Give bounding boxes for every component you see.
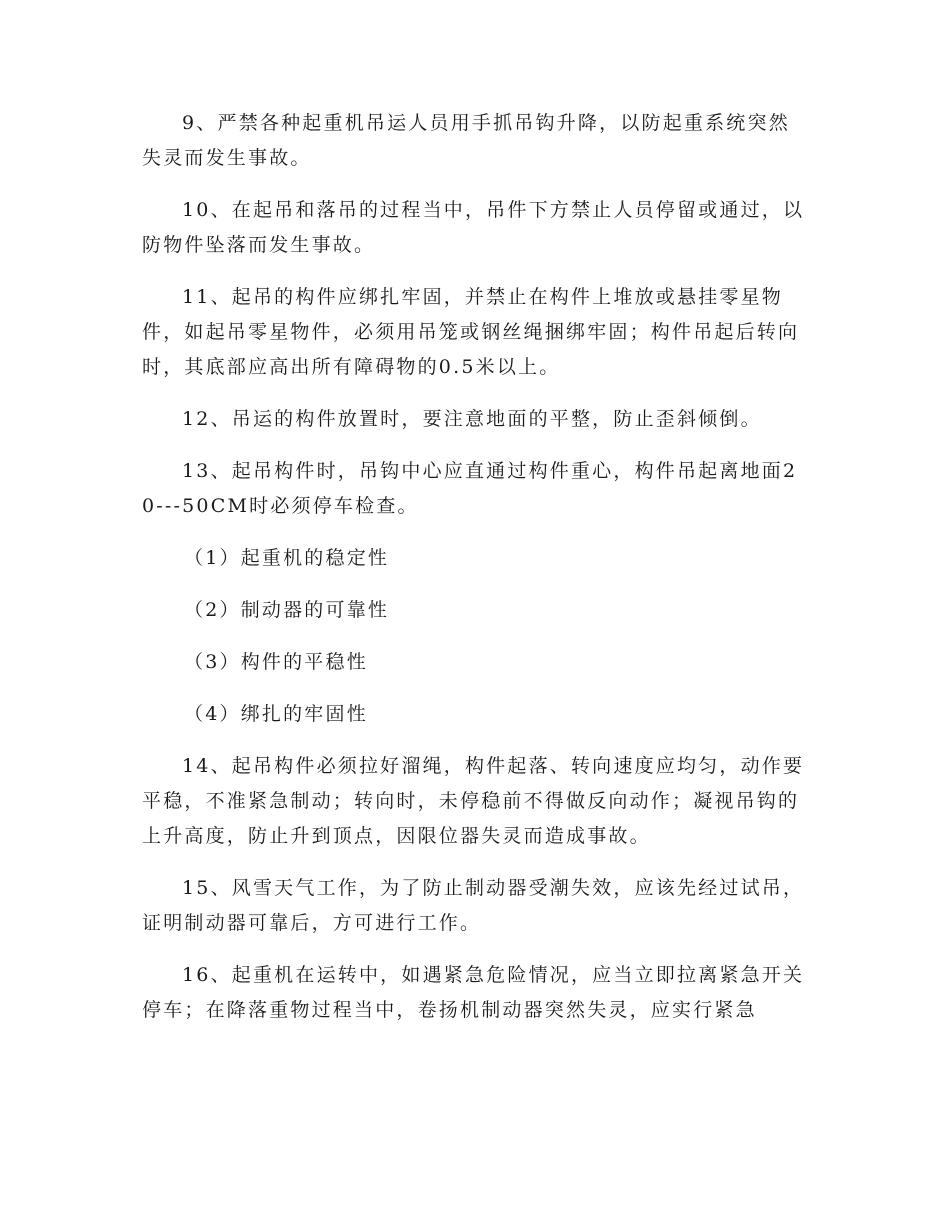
paragraph-12: 12、吊运的构件放置时，要注意地面的平整，防止歪斜倾倒。 [182, 408, 762, 430]
paragraph-14: 14、起吊构件必须拉好溜绳，构件起落、转向速度应均匀，动作要平稳，不准紧急制动；转向时，未停稳前不得做反向动作；凝视吊钩的上升高度，防止升到顶点，因限位器失灵而造成事故。 [142, 755, 805, 847]
check-item-2: （2）制动器的可靠性 [184, 599, 390, 621]
paragraph-15: 15、风雪天气工作，为了防止制动器受潮失效，应该先经过试吊，证明制动器可靠后，方可进行工作。 [142, 877, 805, 934]
paragraph-16: 16、起重机在运转中，如遇紧急危险情况，应当立即拉离紧急开关停车；在降落重物过程当中，卷扬机制动器突然失灵，应实行紧急 [142, 964, 805, 1021]
paragraph-11: 11、起吊的构件应绑扎牢固，并禁止在构件上堆放或悬挂零星物件，如起吊零星物件，必须用吊笼或钢丝绳捆绑牢固；构件吊起后转向时，其底部应高出所有障碍物的0.5米以上。 [142, 286, 800, 378]
document-body [142, 106, 808, 1028]
paragraph-13: 13、起吊构件时，吊钩中心应直通过构件重心，构件吊起离地面20---50CM时必须停车检查。 [142, 460, 798, 517]
check-item-1: （1）起重机的稳定性 [184, 547, 390, 569]
paragraph-9: 9、严禁各种起重机吊运人员用手抓吊钩升降，以防起重系统突然失灵而发生事故。 [142, 112, 790, 169]
check-item-3: （3）构件的平稳性 [184, 651, 368, 673]
paragraph-10: 10、在起吊和落吊的过程当中，吊件下方禁止人员停留或通过，以防物件坠落而发生事故。 [142, 199, 805, 256]
check-item-4: （4）绑扎的牢固性 [184, 703, 368, 725]
